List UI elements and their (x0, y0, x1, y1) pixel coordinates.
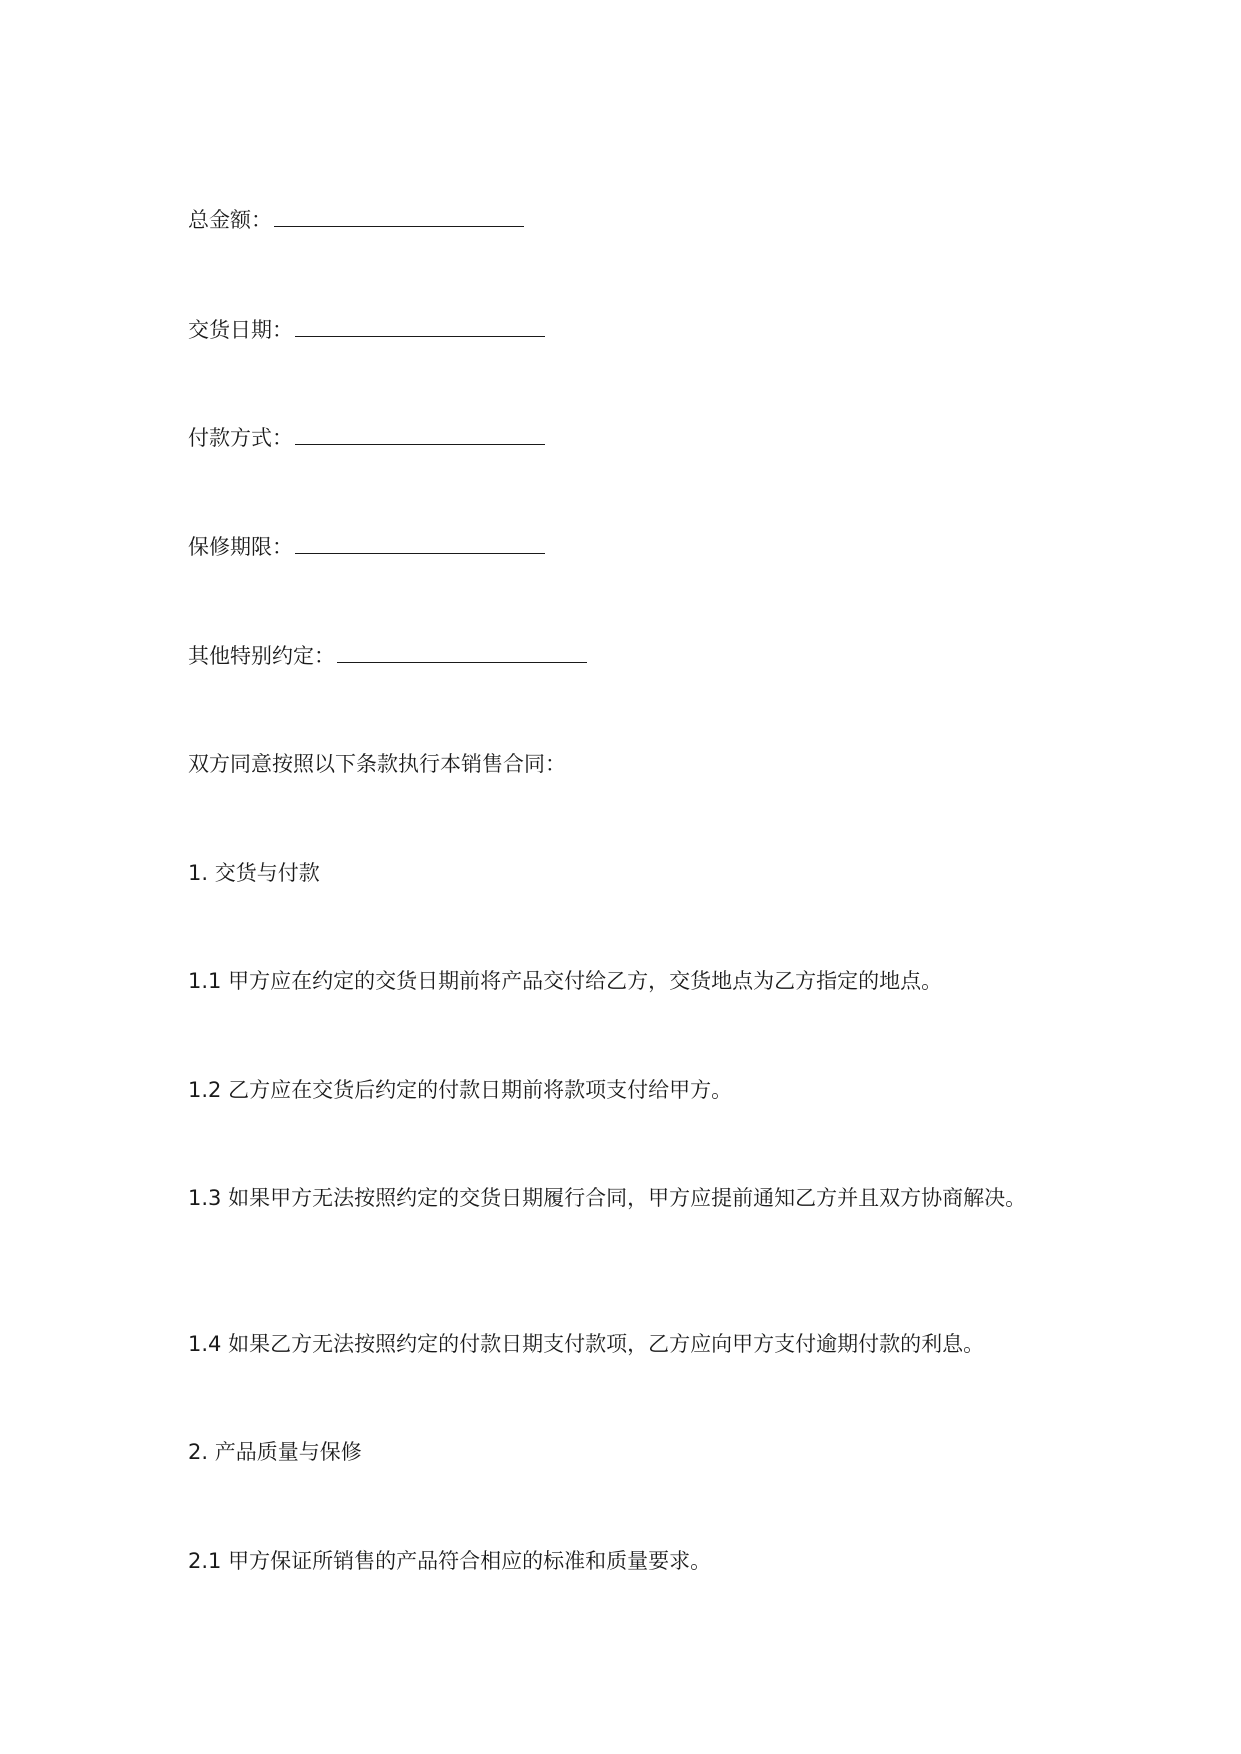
fill-in-blank[interactable] (295, 314, 545, 337)
field-label: 其他特别约定： (188, 644, 335, 668)
clause-2-1: 2.1 甲方保证所销售的产品符合相应的标准和质量要求。 (188, 1549, 712, 1573)
field-delivery-date (188, 312, 545, 348)
fill-in-blank[interactable] (295, 531, 545, 554)
clause-1-3: 1.3 如果甲方无法按照约定的交货日期履行合同，甲方应提前通知乙方并且双方协商解决。 (188, 1186, 1027, 1210)
fill-in-blank[interactable] (274, 204, 524, 227)
field-label: 总金额： (188, 208, 272, 232)
intro-paragraph: 双方同意按照以下条款执行本销售合同： (188, 752, 566, 776)
clause-1-4: 1.4 如果乙方无法按照约定的付款日期支付款项，乙方应向甲方支付逾期付款的利息。 (188, 1332, 985, 1356)
field-special-terms (188, 638, 587, 674)
section-1-heading: 1. 交货与付款 (188, 861, 320, 885)
field-warranty-period (188, 529, 545, 565)
field-label: 保修期限： (188, 535, 293, 559)
field-label: 付款方式： (188, 426, 293, 450)
field-total-amount (188, 202, 524, 238)
field-label: 交货日期： (188, 318, 293, 342)
fill-in-blank[interactable] (295, 422, 545, 445)
fill-in-blank[interactable] (337, 640, 587, 663)
section-2-heading: 2. 产品质量与保修 (188, 1440, 362, 1464)
clause-1-1: 1.1 甲方应在约定的交货日期前将产品交付给乙方，交货地点为乙方指定的地点。 (188, 969, 943, 993)
clause-1-2: 1.2 乙方应在交货后约定的付款日期前将款项支付给甲方。 (188, 1078, 733, 1102)
field-payment-method (188, 420, 545, 456)
